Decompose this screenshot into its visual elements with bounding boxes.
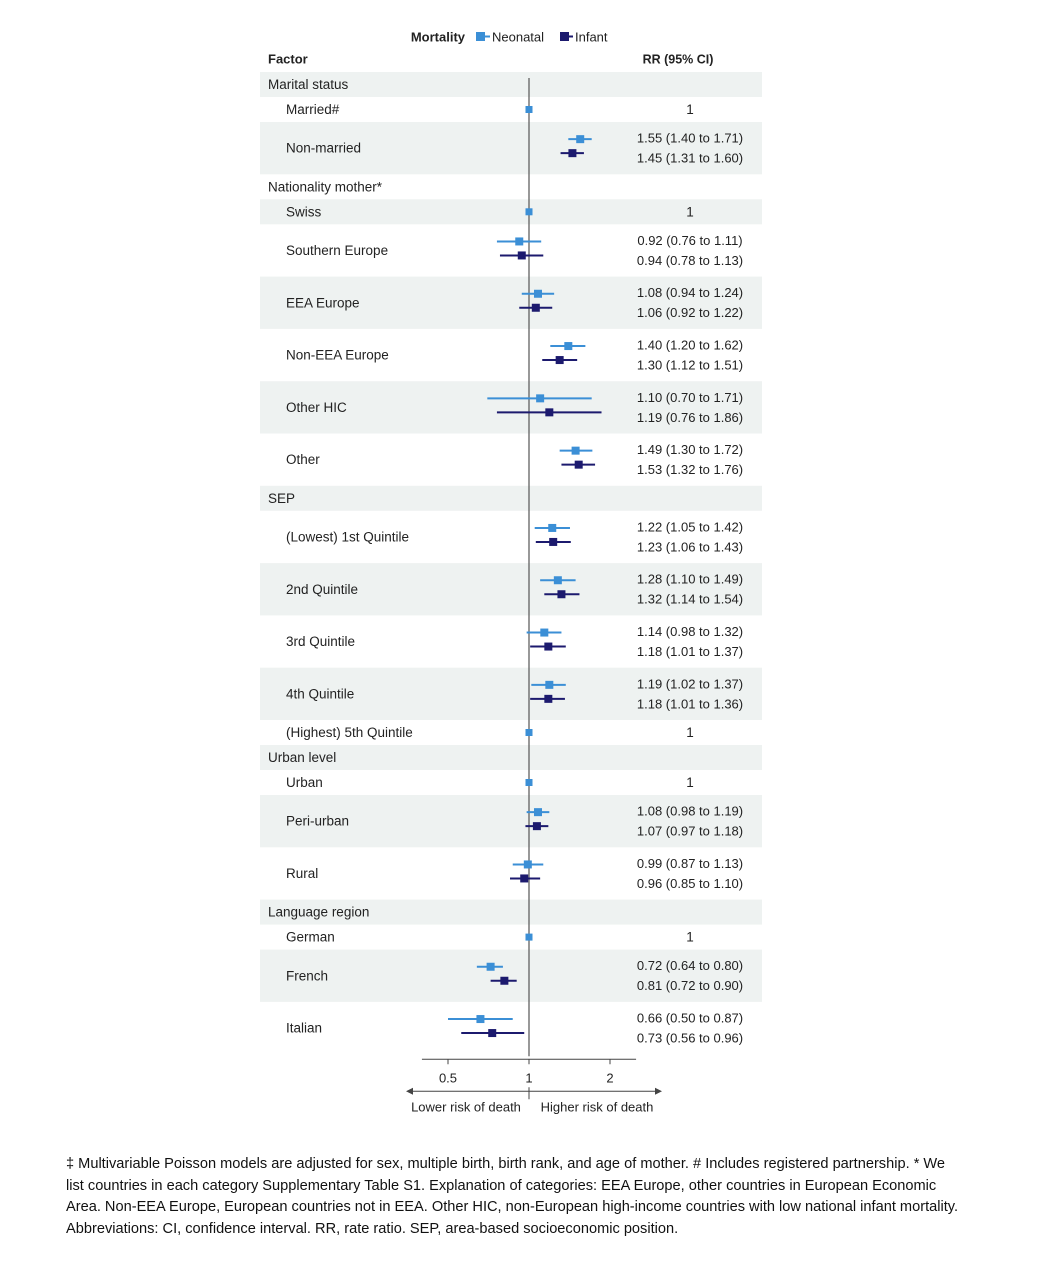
neonatal-estimate-text: 1.49 (1.30 to 1.72) (636, 442, 744, 458)
group-label: Nationality mother* (268, 179, 383, 195)
neonatal-estimate-text: 1.19 (1.02 to 1.37) (636, 676, 744, 692)
row-label: 3rd Quintile (286, 634, 356, 650)
infant-estimate-text: 1.06 (0.92 to 1.22) (636, 305, 744, 321)
infant-estimate-text: 0.94 (0.78 to 1.13) (636, 252, 744, 268)
row-band (260, 486, 762, 511)
neonatal-estimate-text: 1.28 (1.10 to 1.49) (636, 571, 744, 587)
column-header-estimate: RR (95% CI) (642, 52, 714, 67)
infant-point (533, 822, 541, 830)
neonatal-estimate-text: 1.14 (0.98 to 1.32) (636, 623, 744, 639)
x-tick-label: 1 (525, 1070, 533, 1086)
legend-infant-marker (560, 32, 569, 41)
row-label: Married# (286, 102, 340, 118)
row-label: Urban (286, 775, 323, 791)
row-estimate: 1 (686, 775, 694, 791)
infant-estimate-text: 1.19 (0.76 to 1.86) (636, 409, 744, 425)
infant-point (500, 977, 508, 985)
row-label: Peri-urban (286, 813, 350, 829)
row-label: Southern Europe (286, 243, 389, 259)
neonatal-point (524, 860, 532, 868)
infant-point (532, 304, 540, 312)
neonatal-estimate-text: 1.10 (0.70 to 1.71) (636, 389, 744, 405)
infant-estimate-text: 1.30 (1.12 to 1.51) (636, 357, 744, 373)
row-label: Italian (286, 1020, 323, 1036)
infant-estimate-text: 1.18 (1.01 to 1.37) (636, 643, 744, 659)
infant-point (556, 356, 564, 364)
reference-marker (526, 106, 533, 113)
column-header-factor: Factor (268, 51, 308, 67)
reference-marker (526, 934, 533, 941)
neonatal-point (545, 681, 553, 689)
neonatal-estimate-text: 0.92 (0.76 to 1.11) (637, 232, 743, 248)
neonatal-estimate-text: 1.22 (1.05 to 1.42) (636, 519, 744, 535)
neonatal-estimate-text: 0.99 (0.87 to 1.13) (636, 855, 744, 871)
infant-estimate-text: 1.53 (1.32 to 1.76) (636, 462, 744, 478)
infant-point (520, 874, 528, 882)
infant-estimate-text: 1.07 (0.97 to 1.18) (636, 823, 744, 839)
x-tick-label: 2 (606, 1070, 614, 1086)
neonatal-point (534, 290, 542, 298)
infant-point (488, 1029, 496, 1037)
neonatal-point (536, 394, 544, 402)
neonatal-point (540, 629, 548, 637)
neonatal-point (572, 447, 580, 455)
row-estimate: 1 (686, 725, 694, 741)
row-label: Non-married (286, 140, 362, 156)
group-label: SEP (268, 490, 296, 506)
neonatal-estimate-text: 1.08 (0.94 to 1.24) (636, 285, 744, 301)
neonatal-estimate-text: 1.08 (0.98 to 1.19) (636, 803, 744, 819)
infant-estimate-text: 0.96 (0.85 to 1.10) (636, 875, 744, 891)
infant-estimate-text: 0.73 (0.56 to 0.96) (636, 1030, 744, 1046)
reference-marker (526, 208, 533, 215)
legend-title: Mortality (410, 29, 465, 45)
row-label: (Lowest) 1st Quintile (286, 529, 410, 545)
row-label: EEA Europe (286, 295, 360, 311)
reference-marker (526, 729, 533, 736)
higher-risk-label: Higher risk of death (540, 1099, 654, 1115)
neonatal-point (515, 237, 523, 245)
group-label: Urban level (268, 750, 337, 766)
infant-point (544, 643, 552, 651)
row-label: Other HIC (286, 399, 347, 415)
neonatal-point (576, 135, 584, 143)
neonatal-estimate-text: 1.40 (1.20 to 1.62) (636, 337, 744, 353)
neonatal-point (487, 963, 495, 971)
row-estimate: 1 (686, 929, 694, 945)
neonatal-point (534, 808, 542, 816)
row-estimate: 1 (686, 102, 694, 118)
row-label: Rural (286, 866, 319, 882)
neonatal-point (564, 342, 572, 350)
row-label: 4th Quintile (286, 686, 355, 702)
infant-point (545, 408, 553, 416)
infant-point (568, 149, 576, 157)
neonatal-estimate-text: 0.66 (0.50 to 0.87) (636, 1010, 744, 1026)
row-label: Non-EEA Europe (286, 347, 389, 363)
infant-estimate-text: 1.23 (1.06 to 1.43) (636, 539, 744, 555)
neonatal-point (476, 1015, 484, 1023)
legend-infant-label: Infant (575, 29, 608, 45)
row-label: 2nd Quintile (286, 581, 359, 597)
row-label: (Highest) 5th Quintile (286, 725, 413, 741)
infant-point (544, 695, 552, 703)
infant-point (575, 461, 583, 469)
infant-estimate-text: 1.32 (1.14 to 1.54) (636, 591, 744, 607)
row-label: Swiss (286, 204, 322, 220)
right-arrowhead (655, 1088, 662, 1095)
legend-neonatal-label: Neonatal (492, 29, 545, 45)
left-arrowhead (406, 1088, 413, 1095)
group-label: Marital status (268, 77, 349, 93)
x-tick-label: 0.5 (438, 1070, 458, 1086)
neonatal-estimate-text: 1.55 (1.40 to 1.71) (636, 130, 744, 146)
neonatal-estimate-text: 0.72 (0.64 to 0.80) (636, 958, 744, 974)
infant-estimate-text: 0.81 (0.72 to 0.90) (636, 978, 744, 994)
row-label: Other (286, 452, 320, 468)
infant-estimate-text: 1.18 (1.01 to 1.36) (636, 696, 744, 712)
row-estimate: 1 (686, 204, 694, 220)
legend-neonatal-marker (476, 32, 485, 41)
infant-estimate-text: 1.45 (1.31 to 1.60) (636, 150, 744, 166)
row-label: German (286, 929, 335, 945)
infant-point (557, 590, 565, 598)
footnote: ‡ Multivariable Poisson models are adjusted for sex, multiple birth, birth rank, and age of mother. # Includes registered partnership. * We list countries in each category Supplementary Table S1. Explanation of categories: EEA Europe, other countries in European Economic Area. Non-EEA Europe, European countries not in EEA. Other HIC, non-European high-income countries with low national infant mortality. Abbreviations: CI, confidence interval. RR, rate ratio. SEP, area-based socioeconomic position. (66, 1156, 959, 1237)
infant-point (518, 251, 526, 259)
neonatal-point (554, 576, 562, 584)
group-label: Language region (268, 904, 370, 920)
neonatal-point (548, 524, 556, 532)
row-label: French (286, 968, 329, 984)
lower-risk-label: Lower risk of death (411, 1099, 521, 1115)
reference-marker (526, 779, 533, 786)
infant-point (549, 538, 557, 546)
